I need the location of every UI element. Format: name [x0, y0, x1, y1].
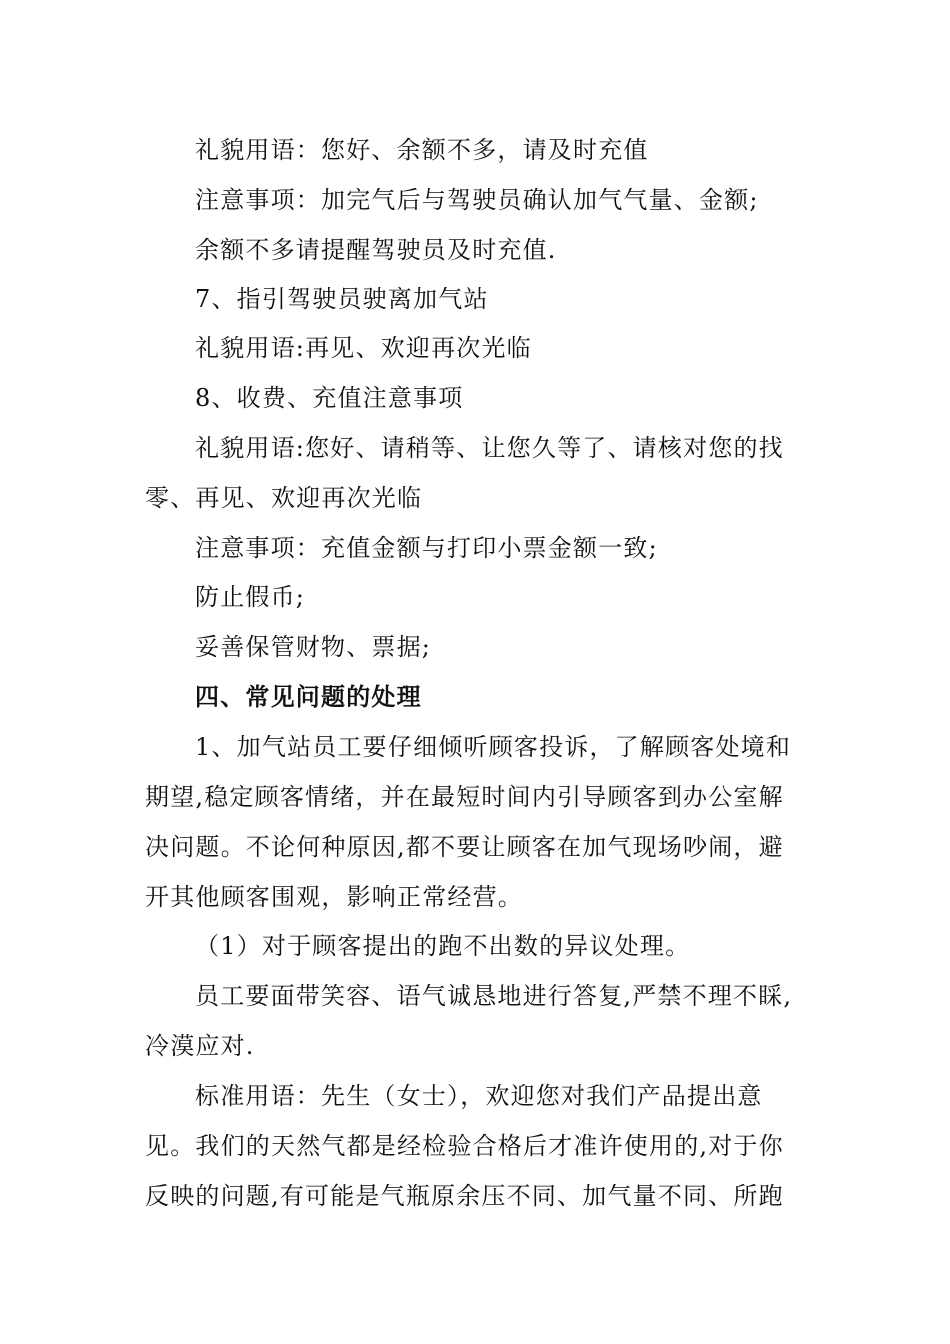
paragraph-line: 期望,稳定顾客情绪，并在最短时间内引导顾客到办公室解: [145, 783, 784, 811]
paragraph-line: 冷漠应对.: [145, 1032, 255, 1060]
paragraph-line: 余额不多请提醒驾驶员及时充值.: [195, 236, 557, 264]
paragraph-line: 礼貌用语：您好、余额不多，请及时充值: [195, 136, 649, 164]
paragraph-line: 员工要面带笑容、语气诚恳地进行答复,严禁不理不睬,: [195, 982, 793, 1010]
paragraph-line: 防止假币;: [195, 583, 306, 611]
paragraph-line: 礼貌用语:再见、欢迎再次光临: [195, 334, 532, 362]
paragraph-line: 见。我们的天然气都是经检验合格后才准许使用的,对于你: [145, 1132, 784, 1160]
paragraph-line: 礼貌用语:您好、请稍等、让您久等了、请核对您的找: [195, 434, 784, 462]
paragraph-line: 决问题。不论何种原因,都不要让顾客在加气现场吵闹，避: [145, 833, 784, 861]
paragraph-line: 1、加气站员工要仔细倾听顾客投诉，了解顾客处境和: [195, 733, 792, 761]
paragraph-line: 开其他顾客围观，影响正常经营。: [145, 883, 523, 911]
section-heading: 7、指引驾驶员驶离加气站: [195, 285, 489, 313]
paragraph-line: 标准用语：先生（女士），欢迎您对我们产品提出意: [195, 1082, 763, 1110]
subheading: （1）对于顾客提出的跑不出数的异议处理。: [195, 932, 691, 960]
paragraph-line: 注意事项：加完气后与驾驶员确认加气气量、金额;: [195, 186, 759, 214]
paragraph-line: 注意事项：充值金额与打印小票金额一致;: [195, 534, 658, 562]
paragraph-line: 妥善保管财物、票据;: [195, 633, 432, 661]
chapter-heading: 四、常见问题的处理: [195, 683, 422, 711]
section-heading: 8、收费、充值注意事项: [195, 384, 464, 412]
paragraph-line: 反映的问题,有可能是气瓶原余压不同、加气量不同、所跑: [145, 1182, 784, 1210]
paragraph-line: 零、再见、欢迎再次光临: [145, 484, 423, 512]
